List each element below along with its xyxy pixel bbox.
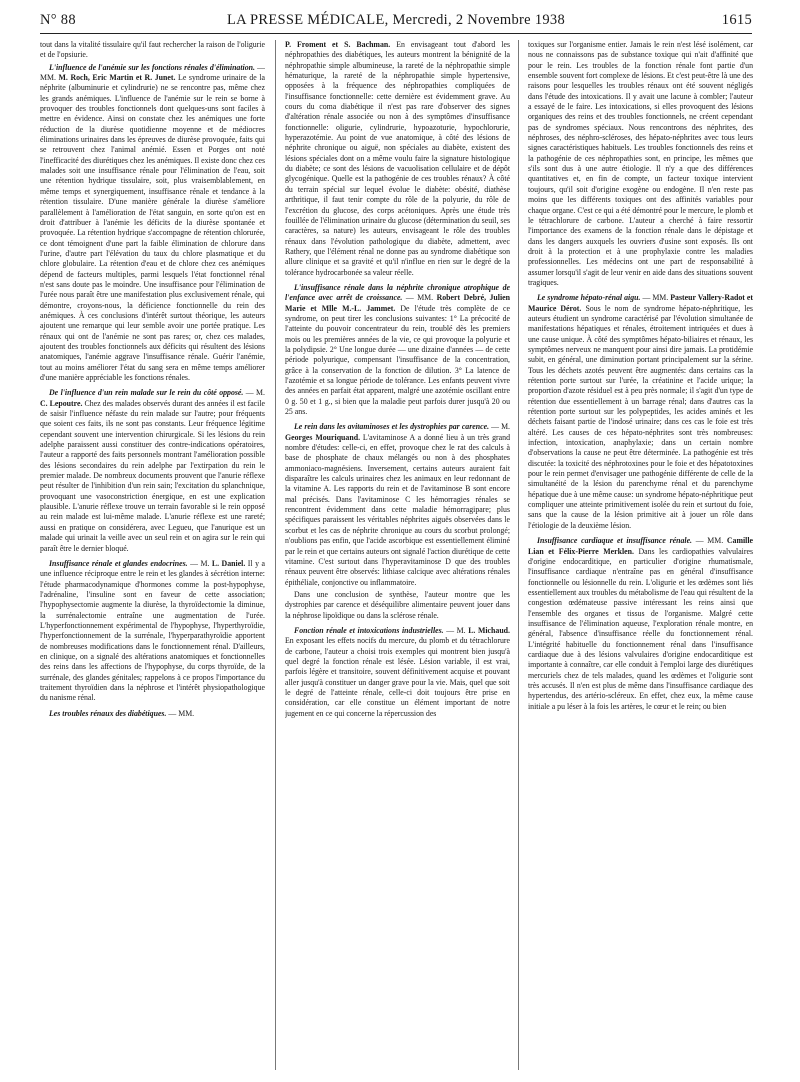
column-2: [285, 40, 510, 1074]
abstract-text: Chez des malades observés durant des années il est facile de saisir l'influence néfaste du rein malade sur l'autre; pour fréquents que soient ces faits, ils ne sont pas constants. Leur fréquence légitime cependant souvent une intervention chirurgicale. Si les lésions du rein adelphe paraissent aussi constituer des contre-indications opératoires, l'auteur a rapporté des faits personnels montrant l'amélioration possible des lésions secondaires du rein adelphe par l'extirpation du rein le premier malade. De nombreux documents prouvent que l'anurie réflexe peut résulter de l'inhibition d'un rein sain; l'excitation du splanchnique, provoquant une vasoconstriction énergique, en est une explication plausible. L'anurie réflexe trouve un terrain favorable si le rein opposé au rein malade est lui-même malade. L'anurie réflexe est une rareté; aussi en pratique on considérera, avec Legueu, que l'anurique est un malade qui urinait la veille avec un seul rein et on agira sur le rein qui paraît être le dernier bloqué.: [40, 398, 265, 553]
abstract-authors: P. Froment et S. Bachman.: [285, 40, 391, 49]
abstract-authors: Camille Lian et Félix-Pierre Merklen.: [528, 536, 753, 556]
column-3: [528, 40, 753, 1074]
header-rule: [40, 33, 752, 34]
separator: — M.: [443, 625, 469, 635]
abstract-authors: L. Michaud.: [468, 625, 510, 635]
abstract-text: En envisageant tout d'abord les néphropathies des diabétiques, les auteurs montrent la bénignité de la néphropathie simple albumineuse, la rareté de la néphropathie simple hématurique, la rareté de la néphropathie simple hypertensive, opposées à la fréquence des néphropathies compliquées de l'insuffisance fonctionnelle: cette dernière est évidemment grave. Au cours du coma diabétique il n'est pas rare d'observer des signes d'altération rénale associée ou non à des symptômes d'insuffisance fonctionnelle: oligurie, cylindrurie, hypoazoturie, hypochlorurie, hyperazotémie. Au point de vue anatomique, à côté des lésions de néphrite chronique ou aiguë, non spéciales au diabète, existent des lésions spéciales dont on a même voulu faire la signature histologique du diabète; ce sont des lésions de vacuolisation cellulaire et de dépôt glycogénique. Quelle est la pathogénie de ces troubles rénaux? À côté du terrain spécial sur lequel évolue le diabète: obésité, diathèse arthritique, il faut tenir compte du rôle de la polyurie, du rôle de l'excrétion du glucose, des corps acétoniques. Après une étude très fouillée de l'élimination urinaire du glucose (détermination du seuil, ses caractères, sa nature) les auteurs, envisageant le rôle des troubles rénaux dans l'évolution pathologique du diabète, admettent, avec Rathery, que l'élément rénal ne donne pas au syndrome diabétique son allure clinique et sa gravité et qu'il n'influe en rien sur le degré de la tolérance hydrocarbonée sa valeur réelle.: [285, 40, 510, 277]
abstract-text: L'avitaminose A a donné lieu à un très grand nombre d'études: celle-ci, en effet, provoque chez le rat des calculs à base de phosphate de chaux mélangés ou non à des phosphates ammoniaco-magnésiens. Inversement, certains auteurs auraient fait disparaître les calculs urinaires chez les animaux en leur redonnant de la vitamine A. Les rapports du rein et de l'avitaminose B sont encore mal précisés. Dans l'avitaminose C les hémorragies rénales se rencontrent évidemment dans cette maladie hémorragipare; plus spécifiques paraissent les véritables néphrites aiguës observées dans le scorbut et les cas de néphrite chronique au cours du scorbut prolongé; n'oublions pas enfin, que l'acide ascorbique est essentiellement éliminé par le rein et que certains auteurs ont signalé l'action diurétique de cette vitamine. C'est surtout dans l'hyperavitaminose D que des troubles rénaux peuvent être observés: lithiase calcique avec altérations rénales épithéliale, conjonctive ou inflammatoire.: [285, 432, 510, 587]
abstract-authors: M. Roch, Eric Martin et R. Junet.: [58, 73, 176, 83]
paragraph: Dans une conclusion de synthèse, l'auteur montre que les dystrophies par carence et déséquilibre alimentaire peuvent jouer dans la néphrose lipoïdique ou dans la sclérose rénale.: [285, 589, 510, 620]
abstract-anemie: [40, 63, 265, 384]
abstract-text: En exposant les effets nocifs du mercure, du plomb et du tétrachlorure de carbone, l'auteur a choisi trois exemples qui montrent bien jusqu'à quel degré la fonction rénale est lésée. Lésion variable, il est vrai, parfois légère et transitoire, souvent définitivement acquise et pouvant aller jusqu'à constituer un danger grave pour la vie. Mais, quel que soit le degré de l'atteinte rénale, celle-ci doit toujours être prise en considération, car elle constitue un élément important de notre jugement en ce qui concerne la répercussion des: [285, 636, 510, 718]
abstract-title: Les troubles rénaux des diabétiques.: [49, 708, 167, 718]
separator: — M.: [489, 422, 510, 432]
abstract-authors: Pasteur Vallery-Radot et Maurice Dérot.: [528, 293, 753, 313]
separator: — MM.: [166, 708, 195, 718]
abstract-intoxications: [285, 626, 510, 719]
column-divider-2: [518, 40, 519, 1070]
separator: — MM.: [402, 293, 437, 303]
abstract-title: L'influence de l'anémie sur les fonctions rénales d'élimination.: [49, 62, 255, 72]
paragraph: tout dans la vitalité tissulaire qu'il faut rechercher la raison de l'oligurie et de l'opsiurie.: [40, 40, 265, 60]
abstract-diabetiques-cont: [285, 40, 510, 278]
abstract-authors: Georges Mouriquand.: [285, 432, 361, 442]
abstract-text: Le syndrome urinaire de la néphrite (albuminurie et cylindrurie) ne se rencontre pas, même chez les grands anémiques. L'influence de l'anémie sur le rein se borne à provoquer des troubles fonctionnels dont quelques-uns sont faciles à mettre en évidence. Ainsi on constate chez les anémiques une forte réduction de la diurèse quotidienne moyenne et de médiocres éliminations urinaires dans les épreuves de diurèse provoquée, faits qui se retrouvent chez l'animal anémié. Essen et Porges ont noté l'inefficacité des diurétiques chez les anémiques. Il existe donc chez ces malades soit une insuffisance rénale pour l'élimination de l'eau, soit une rétention hydrique tissulaire, soit, plus vraisemblablement, en même temps et synergiquement, insuffisance rénale et tendance à la rétention tissulaire. D'une manière générale la diurèse s'améliore parallèlement à l'amélioration de l'état sanguin, en sorte qu'on est en droit d'attribuer à l'anémie les déficits de la diurèse spontanée et provoquée. La rétention hydrique s'accompagne de rétention chlorurée, ce dont témoignent d'une part la faible élimination de chlorure dans l'urine, d'autre part l'élévation du taux du chlore plasmatique et du chlore globulaire. La rétention d'eau et de chlore chez ces anémiques dépend de facteurs multiples, parmi lesquels l'état fonctionnel rénal n'est sans doute pas le moindre. Une insuffisance pour l'élimination de l'urée nous paraît être une manifestation plus exclusivement rénale, qui démontre, croyons-nous, la déficience fonctionnelle du rein des anémiques. À ces conclusions d'intérêt surtout théorique, les auteurs ajoutent une remarque qui leur semble avoir une portée pratique. Les rénaux qui ont de l'anémie ne sont pas rares; or, chez ces malades, ajoutent des troubles fonctionnels aux déficits qui résultent des lésions anatomiques, l'anémie aggrave l'insuffisance rénale. Guérir l'anémie, tout au moins améliorer l'état du sang sera en même temps améliorer d'une manière appréciable les fonctions rénales.: [40, 73, 265, 382]
abstract-text: Sous le nom de syndrome hépato-néphritique, les auteurs étudient un syndrome caractérisé par l'évolution simultanée de manifestations hépatiques et rénales, étroitement intriquées et dues à une cause unique. À côté des symptômes hépato-biliaires et rénaux, les symptômes nerveux ne manquent pour ainsi dire jamais. La protidémie subit, en général, une diminution portant principalement sur la sérine. Tous les déchets azotés peuvent être augmentés: dans certains cas la rétention porte surtout sur l'urée, la créatinine et l'acide urique; la proportion d'azote résiduel est à peu près normale; il s'agit d'un type de rétention due essentiellement à un barrage rénal; dans d'autres cas la rétention porte surtout sur les polypeptides, les acides aminés et les déchets faisant partie de l'indosé urinaire; dans ces cas le foie est très altéré. Les causes de ces hépato-néphrites sont très nombreuses: infection, intoxication, anaphylaxie; dans un certain nombre d'observations la cause ne peut être déterminée. La pathogénie est très discutée: la toxicité des néphrotoxines pour le foie et des hépatotoxines pour le rein permet d'envisager une pathogénie différente de celle de la simultanéité de la lésion du parenchyme rénal et du parenchyme hépatique due à une même cause: un syndrome hépato-néphritique peut compliquer une atteinte primitivement isolée du rein et surtout du foie, sans que la cause de la lésion primitive ait à jouer un rôle dans l'étiologie de la deuxième lésion.: [528, 303, 753, 530]
page-header: [40, 12, 752, 32]
abstract-text: Dans les cardiopathies valvulaires d'origine endocarditique, en particulier d'origine rhumatismale, l'insuffisance cardiaque n'entraîne pas en général d'insuffisance fonctionnelle ou lésionnelle du rein. L'oligurie et les œdèmes sont liés essentiellement aux troubles du métabolisme de l'eau qui résultent de la congestion œdémateuse passive intéressant les reins ainsi que l'ensemble des organes et tissus de l'organisme. Malgré cette insuffisance de l'élimination aqueuse, l'exploration rénale montre, en général, l'absence d'insuffisance réelle du fonctionnement rénal. L'intégrité habituelle du fonctionnement rénal dans l'insuffisance cardiaque due à des lésions valvulaires d'origine endocarditique est importante à connaître, car elle conduit à l'emploi large des diurétiques mercuriels chez de tels malades, quand les œdèmes et l'oligurie sont très accusés. Il n'en est plus de même dans l'insuffisance cardiaque des hypertendus, des artério-scléreux. En effet, chez eux, la même cause initiale a pu léser à la fois les artères, le cœur et le rein; ou bien: [528, 546, 753, 711]
abstract-hepato-renal: [528, 293, 753, 531]
abstract-title: L'insuffisance rénale dans la néphrite chronique atrophique de l'enfance avec arrêt de croissance.: [285, 282, 510, 303]
abstract-diabetiques-start: [40, 709, 265, 719]
separator: — MM.: [692, 536, 727, 546]
separator: — MM.: [40, 62, 265, 83]
abstract-text: Il y a une influence réciproque entre le rein et les glandes à sécrétion interne: l'étude pharmacodynamique d'hormones comme la post-hypophyse, l'adrénaline, l'insuline sont en faveur de cette association; l'hypophysectomie augmente la diurèse, la thyroïdectomie la diminue, la surrénalectomie entraîne une augmentation de l'urée. L'hyperfonctionnement expérimental de l'hypophyse, l'hyperthyroïdie, l'hyperfonctionnement de la surrénale, l'hyperparathyroïdie apportent de nombreuses modifications dans le fonctionnement rénal. D'ailleurs, en clinique, on a signalé des altérations anatomiques et fonctionnelles des reins dans les affections de l'hypophyse, du corps thyroïde, de la surrénale, des glandes génitales; rappelons à ce propos l'importance du traitement thyroïdien dans la néphrose et l'intérêt physiopathologique du nanisme rénal.: [40, 558, 265, 703]
abstract-authors: C. Lepoutre.: [40, 398, 83, 408]
separator: — MM.: [640, 293, 671, 303]
abstract-authors: Robert Debré, Julien Marie et Mlle M.-L. Jammet.: [285, 293, 510, 313]
abstract-rein-oppose: [40, 388, 265, 554]
journal-title: LA PRESSE MÉDICALE, Mercredi, 2 Novembre 1938: [226, 12, 566, 28]
page-number: 1615: [721, 12, 752, 28]
abstract-text: De l'étude très complète de ce syndrome, on peut tirer les conclusions suivantes: 1° La précocité de l'atteinte du pouvoir concentrateur du rein, troublé dès les premiers mois ou les premières années de la vie, ce qui provoque la polyurie et la polydipsie. 2° Une longue durée — une dizaine d'années — de cette période polyurique, compensant l'insuffisance de la concentration, grâce à la conservation de la fonction de dilution. 3° La latence de l'azotémie et sa longue période de tolérance. Les enfants peuvent vivre des années en parfait état apparent, malgré une azotémie oscillant entre 0 g. 50 et 1 g., si bien que la maladie peut parfois durer jusqu'à 20 ou 25 ans.: [285, 303, 510, 417]
abstract-title: Fonction rénale et intoxications industrielles.: [294, 625, 444, 635]
abstract-avitaminoses: [285, 422, 510, 588]
column-divider-1: [275, 40, 276, 1070]
abstract-title: Insuffisance rénale et glandes endocrines.: [49, 558, 188, 568]
abstract-title: De l'influence d'un rein malade sur le rein du côté opposé.: [49, 388, 244, 398]
abstract-title: Insuffisance cardiaque et insuffisance rénale.: [537, 536, 693, 546]
separator: — M.: [243, 388, 265, 398]
abstract-title: Le rein dans les avitaminoses et les dystrophies par carence.: [294, 422, 490, 432]
issue-number: N° 88: [40, 12, 76, 28]
abstract-title: Le syndrome hépato-rénal aigu.: [537, 293, 641, 303]
separator: — M.: [187, 558, 212, 568]
abstract-authors: L. Daniel.: [211, 558, 246, 568]
abstract-insuffisance-cardiaque: [528, 536, 753, 712]
abstract-nephrite-enfance: [285, 283, 510, 417]
paragraph: toxiques sur l'organisme entier. Jamais le rein n'est lésé isolément, car nous ne connaissons pas de substance toxique qui n'ait d'affinité que pour le rein. Les troubles de la fonction rénale font partie d'un ensemble souvent fort complexe de lésions. Et c'est peut-être là une des raisons pour lesquelles les troubles rénaux ont été souvent négligés dans l'étude des intoxications. Il y avait une lacune à combler; l'auteur a essayé de le faire. Les intoxications, si elles provoquent des lésions organiques des reins et des troubles fonctionnels, ne créent cependant pas de syndromes spéciaux. Nous rencontrons des néphrites, des néphroses, des néphro-scléroses, des hépato-néphrites avec tous leurs signes caractéristiques habituels. Les troubles fonctionnels des reins et la pathogénie de ces néphropathies sont, en principe, les mêmes que s'ils sont dus à une autre étiologie. Il n'y a que des différences quantitatives et, en fin de compte, un facteur toxique intervient toujours, qu'il soit d'origine exogène ou endogène. Il n'en reste pas moins que les différents toxiques ont des affinités variables pour chaque organe. C'est ce qui a été démontré pour le mercure, le plomb et le tétrachlorure de carbone. L'auteur a cherché à faire ressortir l'importance des examens de la fonction rénale dans le dépistage et dans les dangers auxquels les ouvriers d'usine sont exposés. Ils ont droit à la protection et à une prophylaxie contre les maladies professionnelles. Les médecins ont une part de responsabilité à assumer lorsqu'il s'agit de leur venir en aide dans des situations souvent tragiques.: [528, 40, 753, 287]
column-1: [40, 40, 265, 1074]
abstract-glandes-endocrines: [40, 559, 265, 704]
